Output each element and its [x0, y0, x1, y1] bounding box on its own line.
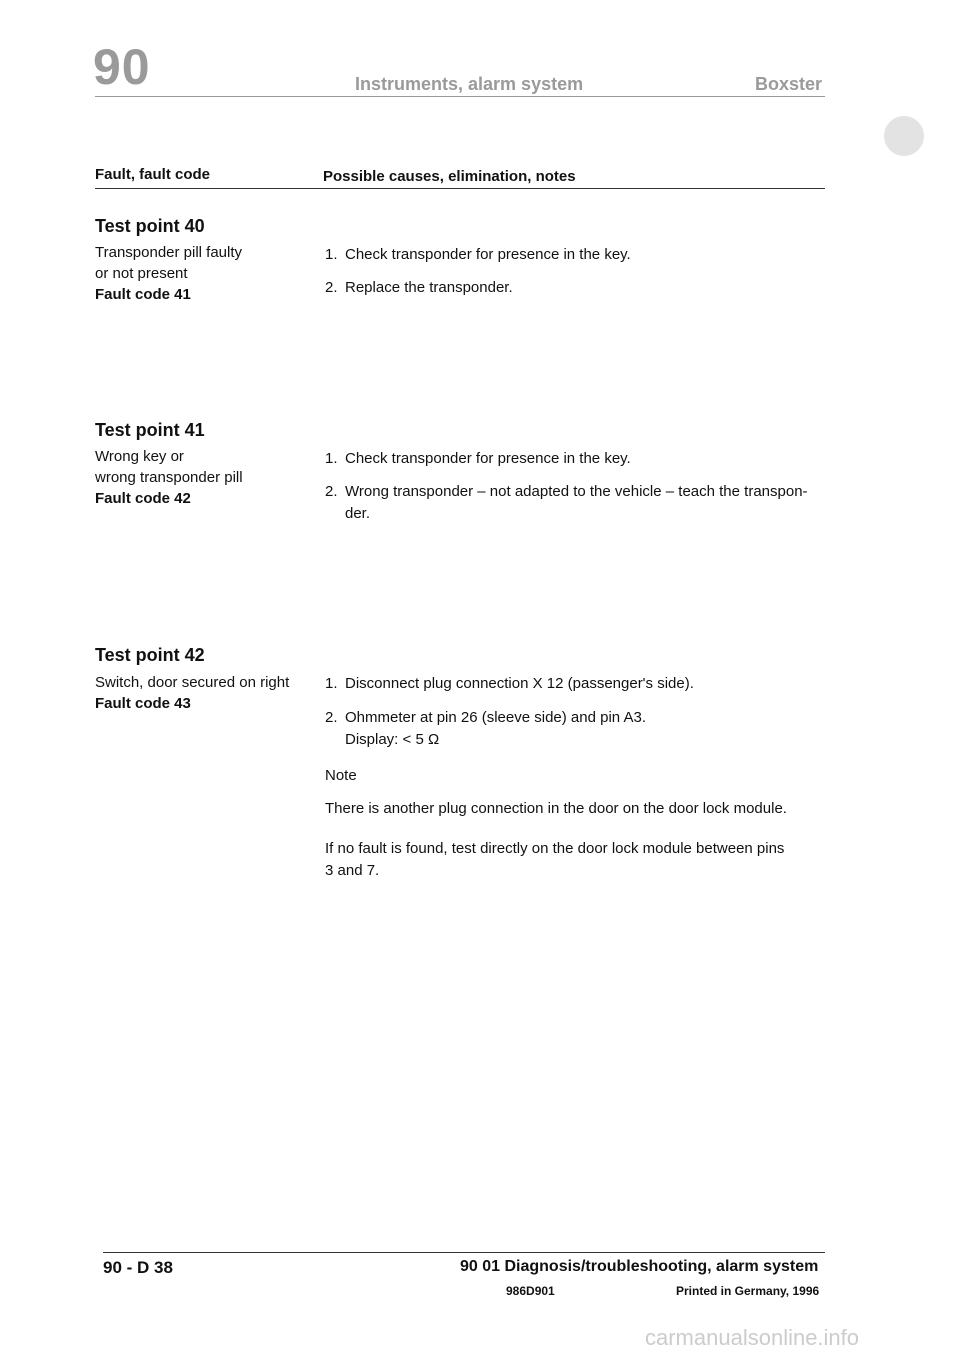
fault-description-line: Switch, door secured on right	[95, 674, 290, 691]
test-point-40-fault	[95, 242, 310, 305]
step-item	[325, 244, 631, 266]
step-text: Wrong transponder – not adapted to the vehicle – teach the transpon-	[345, 483, 808, 500]
step-text-continuation: der.	[345, 505, 371, 522]
fault-code: Fault code 42	[95, 490, 191, 507]
step-text: Ohmmeter at pin 26 (sleeve side) and pin A3.	[345, 709, 646, 726]
step-number: 1.	[325, 675, 338, 692]
site-watermark: carmanualsonline.info	[645, 1325, 860, 1350]
test-point-42-fault	[95, 672, 315, 714]
fault-description-line: wrong transponder pill	[95, 469, 243, 486]
fault-code: Fault code 41	[95, 286, 191, 303]
note-label: Note	[325, 767, 357, 784]
step-item	[325, 673, 694, 695]
step-text: Check transponder for presence in the key.	[345, 246, 631, 263]
fault-description-line: Transponder pill faulty	[95, 244, 243, 261]
step-text: Replace the transponder.	[345, 279, 513, 296]
fault-description-line: Wrong key or	[95, 448, 184, 465]
step-number: 1.	[325, 450, 338, 467]
footer-printed-note: Printed in Germany, 1996	[676, 1284, 820, 1298]
step-number: 1.	[325, 246, 338, 263]
punch-hole-mark	[884, 116, 924, 156]
column-divider	[95, 188, 825, 189]
header-divider	[95, 96, 825, 97]
test-point-41-fault	[95, 446, 310, 509]
note-text: If no fault is found, test directly on the door lock module between pins	[325, 840, 785, 857]
footer-document-code: 986D901	[506, 1284, 555, 1298]
step-item	[325, 481, 808, 525]
step-item	[325, 707, 646, 751]
footer-divider	[103, 1252, 825, 1253]
footer-page-number: 90 - D 38	[103, 1258, 173, 1277]
step-text: Check transponder for presence in the key.	[345, 450, 631, 467]
fault-code: Fault code 43	[95, 695, 191, 712]
header-title: Instruments, alarm system	[355, 74, 584, 94]
step-number: 2.	[325, 483, 338, 500]
step-number: 2.	[325, 279, 338, 296]
display-reading: Display: < 5 Ω	[345, 731, 440, 748]
step-text: Disconnect plug connection X 12 (passenger's side).	[345, 675, 694, 692]
step-item	[325, 448, 631, 470]
note-text: There is another plug connection in the door on the door lock module.	[325, 800, 787, 817]
step-number: 2.	[325, 709, 338, 726]
test-point-40-heading: Test point 40	[95, 216, 205, 236]
column-heading-fault: Fault, fault code	[95, 166, 211, 183]
fault-description-line: or not present	[95, 265, 188, 282]
note-text: 3 and 7.	[325, 862, 380, 879]
test-point-41-heading: Test point 41	[95, 420, 205, 440]
footer-section-title: 90 01 Diagnosis/troubleshooting, alarm system	[460, 1258, 819, 1275]
column-heading-causes: Possible causes, elimination, notes	[323, 168, 576, 185]
step-item	[325, 277, 513, 299]
chapter-number: 90	[93, 39, 151, 95]
test-point-42-heading: Test point 42	[95, 645, 205, 665]
header-model: Boxster	[755, 74, 823, 94]
